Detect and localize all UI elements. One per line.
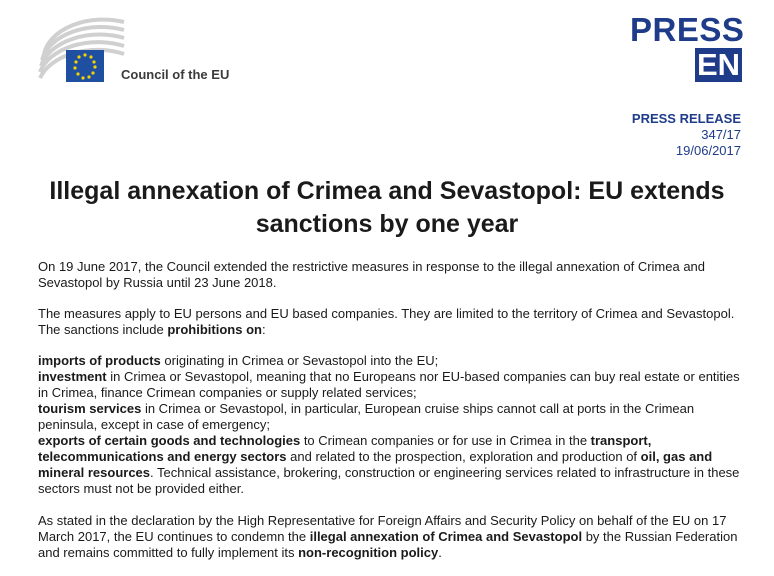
eu-council-logo-icon [36, 12, 126, 86]
prohibitions-list [38, 353, 742, 497]
list-item: tourism services in Crimea or Sevastopol, in particular, European cruise ships cannot call at ports in the Crimean peninsula, except in case of emergency; [38, 401, 695, 432]
list-item: exports of certain goods and technologies to Crimean companies or for use in Crimea in the transport, telecommunications and energy sectors and related to the prospection, exploration and production of oil, gas and mineral resources. Technical assistance, brokering, construction or engineering services related to infrastructure in these sectors must not be provided either. [38, 433, 740, 496]
paragraph-intro: On 19 June 2017, the Council extended the restrictive measures in response to the illegal annexation of Crimea and Sevastopol by Russia until 23 June 2018. [38, 259, 706, 290]
article-body [38, 259, 742, 576]
paragraph-declaration: As stated in the declaration by the High Representative for Foreign Affairs and Security Policy on behalf of the EU on 17 March 2017, the EU continues to condemn the illegal annexation of Crimea and Sevastopol by the Russian Federation and remains committed to fully implement its non-recognition policy. [38, 513, 738, 560]
page-title: Illegal annexation of Crimea and Sevastopol: EU extends sanctions by one year [49, 177, 725, 238]
release-date: 19/06/2017 [675, 143, 741, 158]
release-number: 347/17 [701, 127, 741, 142]
organization-name: Council of the EU [121, 67, 230, 82]
paragraph-measures: The measures apply to EU persons and EU based companies. They are limited to the territory of Crimea and Sevastopol. The sanctions include prohibitions on: [38, 306, 735, 337]
language-badge: EN [696, 47, 741, 82]
list-item: investment in Crimea or Sevastopol, meaning that no Europeans nor EU-based companies can buy real estate or entities in Crimea, finance Crimean companies or supply related services; [38, 369, 740, 400]
list-item: imports of products originating in Crimea or Sevastopol into the EU; [38, 353, 439, 368]
release-label: PRESS RELEASE [631, 111, 741, 126]
press-label: PRESS [630, 11, 745, 48]
release-info [632, 111, 741, 159]
